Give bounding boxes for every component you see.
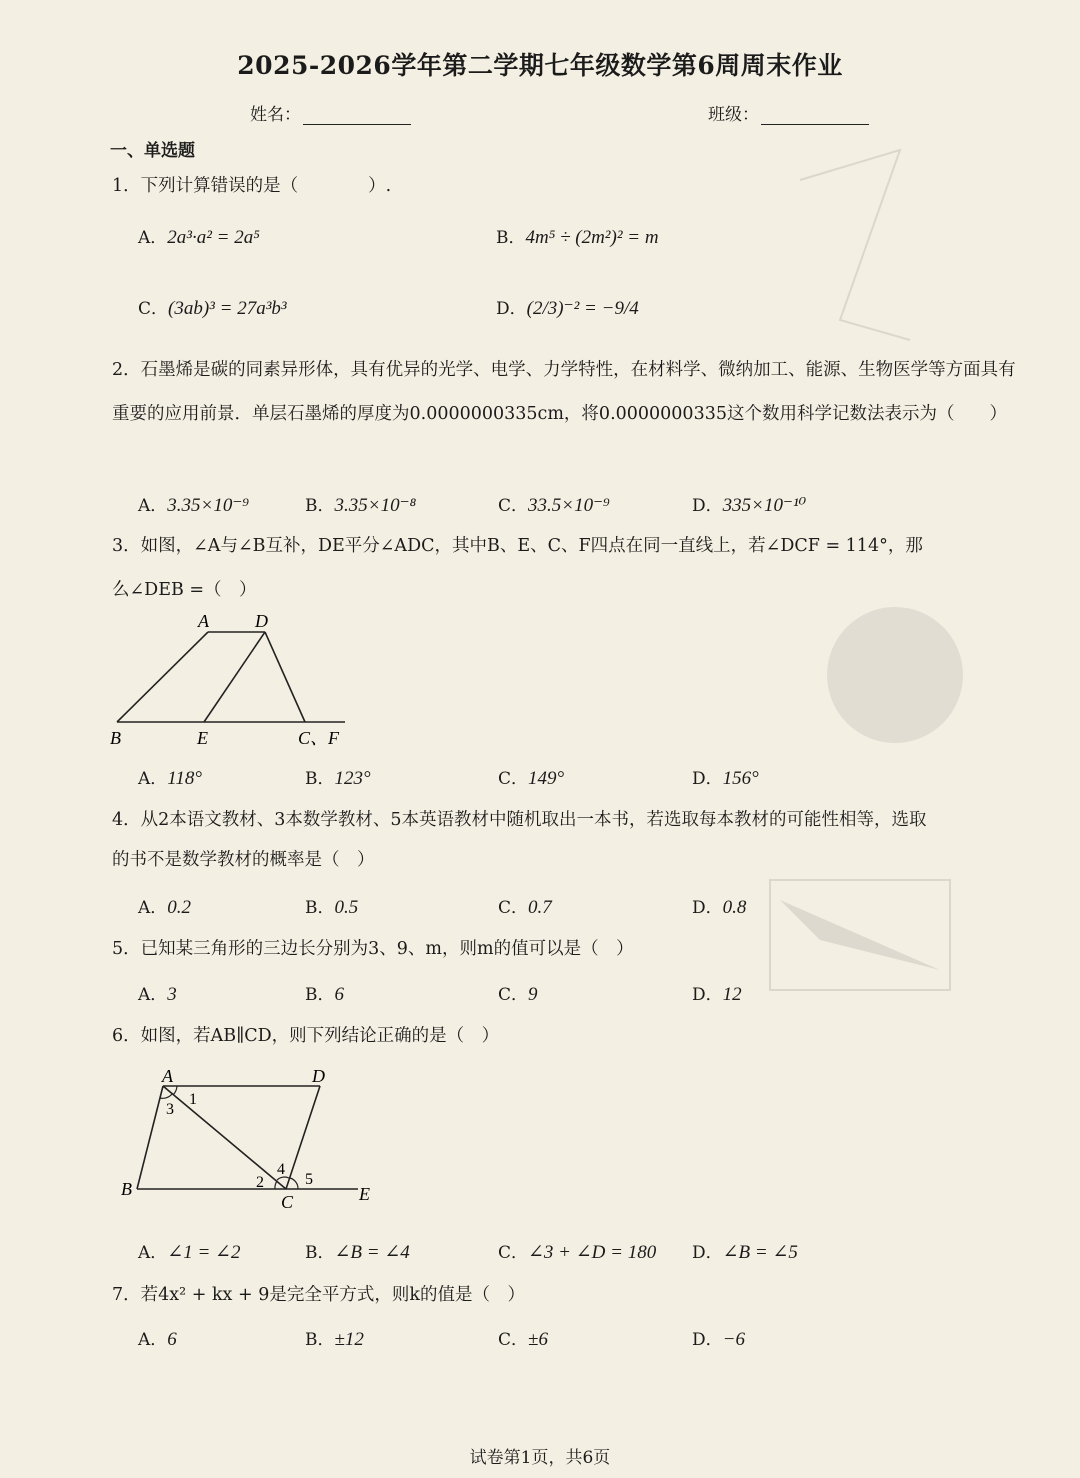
question-text: 若4x² + kx + 9是完全平方式，则k的值是（ ） (140, 1285, 525, 1305)
page-title: 2025-2026学年第二学期七年级数学第6周周末作业 (237, 51, 843, 80)
q1-option-c: C．(3ab)³ = 27a³b³ (138, 298, 287, 319)
question-text: 如图，若AB∥CD，则下列结论正确的是（ ） (140, 1026, 500, 1046)
q3-option-b: B．123° (305, 768, 371, 789)
q5-option-c: C．9 (498, 984, 538, 1005)
q2-option-a: A．3.35×10⁻⁹ (138, 495, 249, 516)
question-text: 如图，∠A与∠B互补，DE平分∠ADC，其中B、E、C、F四点在同一直线上，若∠DCF = 114°，那 (140, 536, 923, 556)
q3-option-c: C．149° (498, 768, 565, 789)
q4-option-c: C．0.7 (498, 897, 552, 918)
question-number: 7． (112, 1285, 141, 1305)
bleed-through-marks (760, 120, 1060, 1020)
q5-option-b: B．6 (305, 984, 344, 1005)
label-e: E (197, 728, 208, 748)
label-e: E (359, 1184, 370, 1204)
q3-figure (105, 608, 365, 750)
name-label: 姓名： (250, 105, 301, 125)
angle-3: 3 (166, 1101, 174, 1118)
q4-option-a: A．0.2 (138, 897, 192, 918)
q2-option-c: C．33.5×10⁻⁹ (498, 495, 610, 516)
q4-option-b: B．0.5 (305, 897, 359, 918)
label-cf: C、F (298, 728, 340, 748)
class-blank (761, 106, 869, 125)
label-b: B (110, 728, 121, 748)
class-label: 班级： (708, 105, 759, 125)
name-blank (303, 106, 411, 125)
question-3-cont: 么∠DEB =（ ） (112, 580, 257, 600)
q3-option-a: A．118° (138, 768, 202, 789)
q7-option-c: C．±6 (498, 1329, 548, 1350)
question-2 (112, 348, 1022, 436)
q6-option-b: B．∠B = ∠4 (305, 1242, 410, 1263)
q1-option-a: A．2a³·a² = 2a⁵ (138, 227, 260, 248)
section-heading: 一、单选题 (110, 141, 195, 161)
label-d: D (312, 1066, 325, 1086)
q1-option-d: D．(2/3)⁻² = −9/4 (496, 298, 639, 319)
q6-option-c: C．∠3 + ∠D = 180 (498, 1242, 657, 1263)
q2-option-b: B．3.35×10⁻⁸ (305, 495, 417, 516)
label-a: A (162, 1066, 173, 1086)
q7-option-a: A．6 (138, 1329, 177, 1350)
question-number: 2． (112, 360, 141, 380)
q7-option-b: B．±12 (305, 1329, 364, 1350)
question-4-cont: 的书不是数学教材的概率是（ ） (112, 850, 375, 870)
class-field (708, 100, 869, 125)
q5-option-a: A．3 (138, 984, 177, 1005)
q6-option-a: A．∠1 = ∠2 (138, 1242, 241, 1263)
question-6 (112, 1022, 499, 1047)
q4-option-d: D．0.8 (692, 897, 747, 918)
q2-option-d: D．335×10⁻¹⁰ (692, 495, 807, 516)
question-1 (112, 172, 391, 197)
label-a: A (198, 611, 209, 631)
question-3 (112, 532, 923, 557)
question-number: 5． (112, 939, 141, 959)
question-number: 1． (112, 176, 141, 196)
angle-1: 1 (189, 1091, 197, 1108)
q1-option-b: B．4m⁵ ÷ (2m²)² = m (496, 227, 659, 248)
label-c: C (281, 1192, 294, 1212)
label-d: D (255, 611, 268, 631)
question-4 (112, 806, 927, 831)
q6-option-d: D．∠B = ∠5 (692, 1242, 798, 1263)
angle-4: 4 (277, 1161, 285, 1178)
q7-option-d: D．−6 (692, 1329, 745, 1350)
question-text: 已知某三角形的三边长分别为3、9、m，则m的值可以是（ ） (140, 939, 634, 959)
name-field (250, 100, 411, 125)
page-footer: 试卷第1页，共6页 (469, 1448, 611, 1468)
question-5 (112, 935, 634, 960)
q3-option-d: D．156° (692, 768, 759, 789)
question-number: 3． (112, 536, 141, 556)
question-number: 4． (112, 810, 141, 830)
question-text: 石墨烯是碳的同素异形体，具有优异的光学、电学、力学特性，在材料学、微纳加工、能源、生物医学等方面具有重要的应用前景．单层石墨烯的厚度为0.0000000335cm，将0.0000000335这个数用科学记数法表示为（ ） (112, 360, 1016, 424)
q6-figure (115, 1062, 385, 1217)
q5-option-d: D．12 (692, 984, 742, 1005)
question-number: 6． (112, 1026, 141, 1046)
question-text: 下列计算错误的是（ ）. (140, 176, 392, 196)
question-text: 从2本语文教材、3本数学教材、5本英语教材中随机取出一本书，若选取每本教材的可能性相等，选取 (140, 810, 927, 830)
angle-2: 2 (256, 1174, 264, 1191)
question-7 (112, 1281, 525, 1306)
label-b: B (121, 1179, 132, 1199)
angle-5: 5 (305, 1171, 313, 1188)
